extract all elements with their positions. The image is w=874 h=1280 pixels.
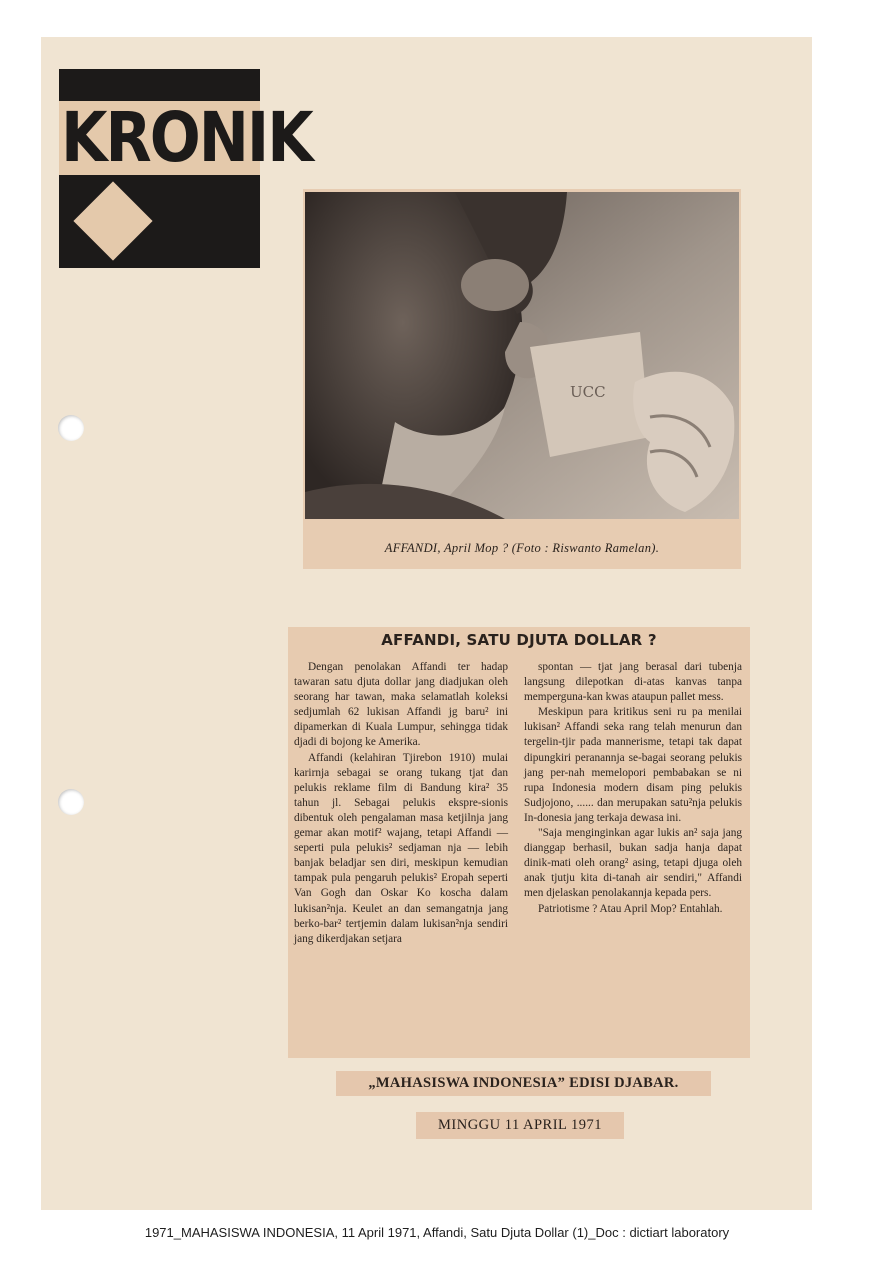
document-caption: 1971_MAHASISWA INDONESIA, 11 April 1971, Affandi, Satu Djuta Dollar (1)_Doc : dictiart laboratory — [144, 1225, 730, 1240]
affandi-photo — [305, 192, 739, 519]
article-column-right — [524, 660, 742, 917]
affandi-portrait — [305, 192, 739, 519]
kronik-wordmark: KRONIK — [61, 97, 312, 179]
date-label: MINGGU 11 APRIL 1971 — [416, 1112, 624, 1139]
photo-clipping — [303, 189, 741, 569]
punch-hole-bottom — [58, 789, 84, 815]
article-paragraph: "Saja menginginkan agar lukis an² saja jang dianggap berhasil, bukan sadja hanja dapat dinik-mati oleh orang² asing, tetapi djuga oleh anak tjutju kita di-tanah air sendiri," Affandi men djelaskan penolakannja kepada pers. — [524, 827, 742, 900]
article-paragraph: Affandi (kelahiran Tjirebon 1910) mulai karirnja sebagai se orang tukang tjat dan pelukis reklame film di Bandung kira² 35 tahun jl. Sebagai pelukis ekspre-sionis dibentuk oleh pengalaman masa ketjilnja jang gemar akan motif² wajang, tetapi Affandi — seperti pula pelukis² sedjaman nja — lebih banjak beladjar sen diri, meskipun kemudian tampak pula pengaruh pelukis² Eropah seperti Van Gogh dan Oskar Ko koscha dalam lukisan²nja. Keulet an dan semangatnja jang berko-bar² tertjemin dalam lukisan²nja sendiri jang dikerdjakan setjara — [294, 751, 508, 945]
article-paragraph: Patriotisme ? Atau April Mop? Entahlah. — [538, 902, 723, 915]
article-headline: AFFANDI, SATU DJUTA DOLLAR ? — [381, 631, 657, 649]
diamond-icon — [73, 181, 152, 260]
punch-hole-top — [58, 415, 84, 441]
source-label: „MAHASISWA INDONESIA” EDISI DJABAR. — [336, 1071, 711, 1096]
photo-caption: AFFANDI, April Mop ? (Foto : Riswanto Ramelan). — [384, 541, 660, 555]
article-paragraph: Meskipun para kritikus seni ru pa menilai lukisan² Affandi seka rang telah menurun dan tergelin-tjir pada mannerisme, tetapi tak dapat dipungkiri peranannja se-bagai seorang pelukis jang per-nah memelopori pembabakan se ni rupa Indonesia modern disam ping pelukis Sudjojono, ...... dan merupakan satu²nja pelukis In-donesia jang terkaja dewasa ini. — [524, 706, 742, 824]
kronik-band — [59, 97, 312, 179]
article-paragraph: spontan — tjat jang berasal dari tubenja langsung dilepotkan di-atas kanvas tanpa memperguna-kan kwas ataupun pallet mess. — [524, 661, 742, 704]
kronik-logo — [59, 69, 312, 268]
article-paragraph: Dengan penolakan Affandi ter hadap tawaran satu djuta dollar jang diadjukan oleh seorang har tawan, maka selamatlah koleksi sedjumlah 62 lukisan Affandi jg baru² ini dipamerkan di Kuala Lumpur, sehingga tidak djadi di bojong ke Amerika. — [294, 661, 508, 749]
article-column-left — [294, 660, 508, 947]
photo-stamp-text: UCC — [570, 383, 606, 401]
article-clipping — [288, 627, 750, 1058]
